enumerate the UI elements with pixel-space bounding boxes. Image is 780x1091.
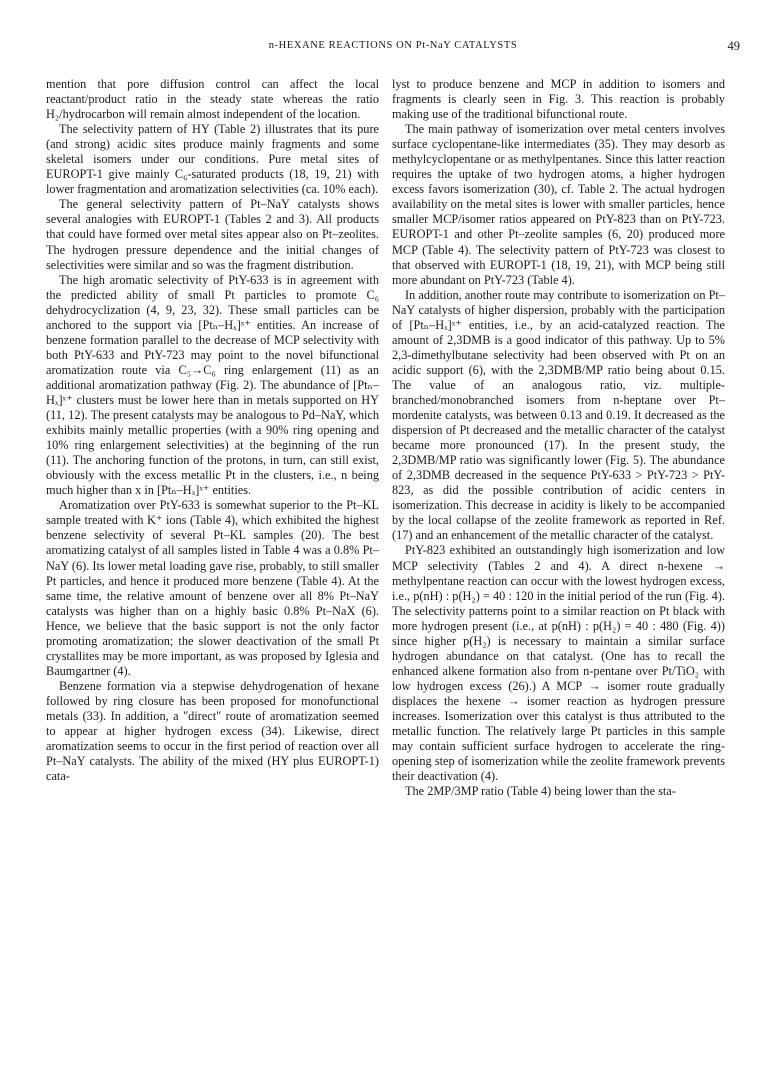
paragraph: The general selectivity pattern of Pt–NaY catalysts shows several analogies with EUROPT-1 (Tables 2 and 3). All products that could have formed over metal sites appear also on Pt–zeolites. The hydrogen pressure dependence and the initial changes of selectivities were similar and so was the fragment distribution. [46,197,379,272]
right-column [392,77,725,799]
paragraph: The high aromatic selectivity of PtY-633 is in agreement with the predicted ability of small Pt particles to promote C₆ dehydrocyclization (4, 9, 23, 32). These small particles can be anchored to the support via [Ptₙ–Hₓ]ˣ⁺ entities. An increase of benzene formation parallel to the decrease of MCP selectivity with both PtY-633 and PtY-723 may point to the novel bifunctional aromatization route via C₅→C₆ ring enlargement (11) as an additional aromatization pathway (Fig. 2). The abundance of [Ptₙ–Hₓ]ˣ⁺ clusters must be lower here than in metals supported on HY (11, 12). The present catalysts may be analogous to Pd–NaY, which exhibits mainly metallic properties (with a 90% ring opening and 10% ring enlargement selectivities) at the beginning of the run (11). The anchoring function of the protons, in turn, can still exist, obviously with the excess metallic Pt in the clusters, i.e., n being much higher than x in [Ptₙ–Hₓ]ˣ⁺ entities. [46,272,379,498]
left-column [46,77,379,784]
paragraph: lyst to produce benzene and MCP in addition to isomers and fragments is clearly seen in Fig. 3. This reaction is probably making use of the traditional bifunctional route. [392,77,725,122]
paragraph: Benzene formation via a stepwise dehydrogenation of hexane followed by ring closure has been proposed for monofunctional metals (33). In addition, a "direct" route of aromatization seemed to appear at higher hydrogen excess (34). Likewise, direct aromatization seems to occur in the first period of reaction over all Pt–NaY catalysts. The ability of the mixed (HY plus EUROPT-1) cata- [46,678,379,784]
running-title: n-HEXANE REACTIONS ON Pt-NaY CATALYSTS [268,40,518,51]
running-head [46,40,740,58]
paragraph: The main pathway of isomerization over metal centers involves surface cyclopentane-like intermediates (35). They may desorb as methylcyclopentane or as methylpentanes. Since this latter reaction requires the uptake of two hydrogen atoms, a higher hydrogen excess favors isomerization (30), cf. Table 2. The actual hydrogen availability on the metal sites is lower with smaller particles, hence smaller MCP/isomer ratios appeared on PtY-823 than on PtY-723. EUROPT-1 and other Pt–zeolite samples (6, 20) produced more MCP (Table 4). The selectivity pattern of PtY-723 was closest to that observed with EUROPT-1 (18, 19, 21), with MCP being still more abundant on PtY-723 (Table 4). [392,122,725,287]
paragraph: The selectivity pattern of HY (Table 2) illustrates that its pure (and strong) acidic sites produce mainly fragments and some skeletal isomers under our conditions. Pure metal sites of EUROPT-1 give mainly C₆-saturated products (18, 19, 21) with lower fragmentation and aromatization selectivities (ca. 10% each). [46,122,379,197]
paragraph: PtY-823 exhibited an outstandingly high isomerization and low MCP selectivity (Tables 2 and 4). A direct n-hexene → methylpentane reaction can occur with the lowest hydrogen excess, i.e., p(nH) : p(H₂) = 40 : 120 in the initial period of the run (Fig. 4). The selectivity patterns point to a similar reaction on Pt black with more hydrogen present (i.e., at p(nH) : p(H₂) = 40 : 480 (Fig. 4)) since higher p(H₂) is necessary to maintain a similar surface hydrogen abundance on that catalyst. (One has to recall the enhanced alkene formation also from n-pentane over Pt/TiO₂ with low hydrogen excess (26).) A MCP → isomer route gradually displaces the hexene → isomer reaction as hydrogen pressure increases. Isomerization over this catalyst is thus attributed to the metallic function. The relatively large Pt particles in this sample may contain sufficient surface hydrogen to accelerate the ring-opening step of isomerization while the zeolite framework prevents their deactivation (4). [392,543,725,784]
paragraph: The 2MP/3MP ratio (Table 4) being lower than the sta- [405,784,676,799]
paragraph: In addition, another route may contribute to isomerization on Pt–NaY catalysts of higher dispersion, probably with the participation of [Ptₙ–Hₓ]ˣ⁺ entities, i.e., by an acid-catalyzed reaction. The amount of 2,3DMB is a good indicator of this pathway. Up to 5% 2,3-dimethylbutane selectivity had been observed with Pt on an acidic support (6), with the 2,3DMB/MP ratio being about 0.15. The value of an analogous ratio, viz. multiple-branched/monobranched isomers from n-heptane over Pt–mordenite catalysts, was between 0.13 and 0.19. It decreased as the dispersion of Pt decreased and the metallic character of the catalyst became more pronounced (17). In the present study, the 2,3DMB/MP ratio was significantly lower (Fig. 5). The abundance of 2,3DMB decreased in the sequence PtY-633 > PtY-723 > PtY-823, as did the possible contribution of acidic centers in isomerization. This decrease in acidity is likely to be accompanied by the local collapse of the zeolite framework as reported in Ref. (17) and an enhancement of the metallic character of the catalyst. [392,287,725,543]
paragraph: mention that pore diffusion control can affect the local reactant/product ratio in the steady state whereas the ratio H₂/hydrocarbon will remain almost independent of the location. [46,77,379,122]
page-number: 49 [727,39,740,53]
paragraph: Aromatization over PtY-633 is somewhat superior to the Pt–KL sample treated with K⁺ ions (Table 4), which exhibited the highest benzene selectivity of several Pt–KL samples (20). The best aromatizing catalyst of all samples listed in Table 4 was a 0.8% Pt–NaY (6). Its lower metal loading gave rise, probably, to still smaller Pt particles, and hence it produced more benzene (Table 4). At the same time, the relative amount of benzene over all 8% Pt–NaY catalysts was higher than on a highly basic 0.8% Pt–NaX (6). Hence, we believe that the basic support is not the only factor promoting aromatization; the slower deactivation of the small Pt crystallites may be more important, as was proposed by Iglesia and Baumgartner (4). [46,498,379,678]
